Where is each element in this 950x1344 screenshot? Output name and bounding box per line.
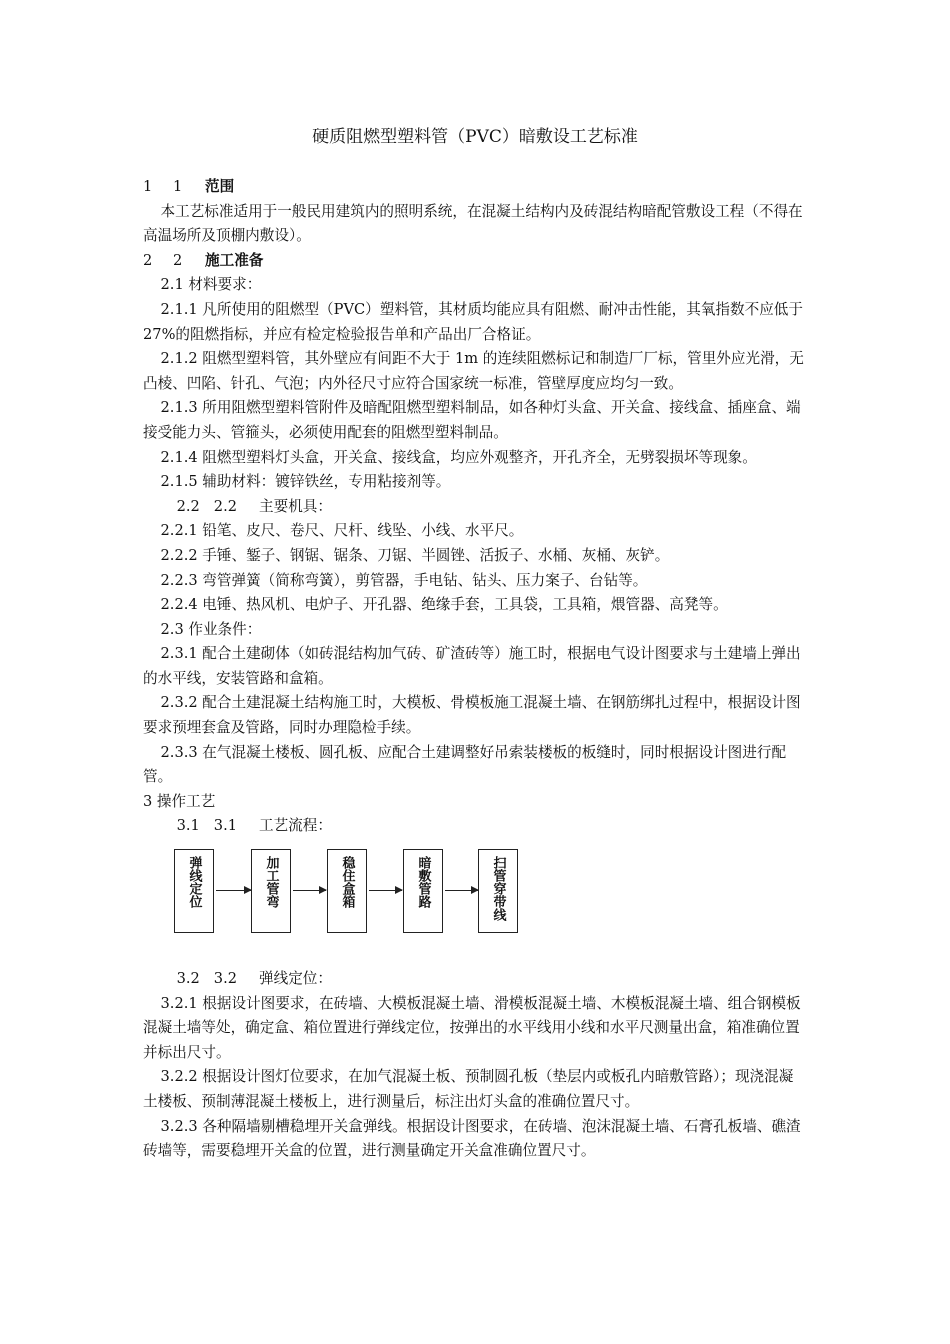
flow-arrow-3 [369,890,402,891]
para-2-2-3: 2.2.3 弯管弹簧（简称弯簧），剪管器，手电钻、钻头、压力案子、台钻等。 [160,571,648,589]
para-3-2-1: 3.2.1 根据设计图要求，在砖墙、大模板混凝土墙、滑模板混凝土墙、木模板混凝土墙、组合钢模板混凝土墙等处，确定盒、箱位置进行弹线定位，按弹出的水平线用小线和水平尺测量出盒，箱准确位置并标出尺寸。 [143,994,801,1061]
para-2-3-3: 2.3.3 在气混凝土楼板、圆孔板、应配合土建调整好吊索装楼板的板缝时，同时根据设计图进行配管。 [143,743,787,786]
flow-step-5: 扫管穿带线 [478,849,518,933]
flow-arrow-1 [216,890,251,891]
section-1-heading: 1 1 范围 [143,178,235,195]
section-1-text: 本工艺标准适用于一般民用建筑内的照明系统，在混凝土结构内及砖混结构暗配管敷设工程（不得在高温场所及顶棚内敷设）。 [143,202,803,245]
section-2-heading: 2 2 施工准备 [143,251,264,269]
document-title: 硬质阻燃型塑料管（PVC）暗敷设工艺标准 [312,127,638,147]
flow-step-3: 稳住盒箱 [327,849,367,933]
process-flow-diagram [143,839,807,967]
section-3-heading: 3 操作工艺 [143,792,216,810]
para-2-1-5: 2.1.5 辅助材料：镀锌铁丝，专用粘接剂等。 [160,473,451,491]
para-2-1-3: 2.1.3 所用阻燃型塑料管附件及暗配阻燃型塑料制品，如各种灯头盒、开关盒、接线盒、插座盒、端接受能力头、管箍头，必须使用配套的阻燃型塑料制品。 [143,399,801,441]
para-2-1-4: 2.1.4 阻燃型塑料灯头盒，开关盒、接线盒，均应外观整齐，开孔齐全，无劈裂损坏等现象。 [160,448,757,466]
flow-arrow-2 [293,890,326,891]
flow-arrow-4 [445,890,478,891]
para-3-2-3: 3.2.3 各种隔墙剔槽稳埋开关盒弹线。根据设计图要求，在砖墙、泡沫混凝土墙、石膏孔板墙、礁渣砖墙等，需要稳埋开关盒的位置，进行测量确定开关盒准确位置尺寸。 [143,1117,801,1160]
para-2-1: 2.1 材料要求： [160,276,262,294]
para-2-1-1: 2.1.1 凡所使用的阻燃型（PVC）塑料管，其材质均能应具有阻燃、耐冲击性能，其氧指数不应低于 27%的阻燃指标，并应有检定检验报告单和产品出厂合格证。 [143,300,803,343]
para-2-3-2: 2.3.2 配合土建混凝土结构施工时，大模板、骨模板施工混凝土墙、在钢筋绑扎过程中，根据设计图要求预埋套盒及管路，同时办理隐检手续。 [143,694,801,737]
para-2-2-2: 2.2.2 手锤、錾子、钢锯、锯条、刀锯、半圆锉、活扳子、水桶、灰桶、灰铲。 [160,546,670,564]
document-body [143,175,807,1164]
para-3-2-2: 3.2.2 根据设计图灯位要求，在加气混凝土板、预制圆孔板（垫层内或板孔内暗敷管路）；现浇混凝土楼板、预制薄混凝土楼板上，进行测量后，标注出灯头盒的准确位置尺寸。 [143,1068,794,1110]
flow-step-2: 加工管弯 [251,849,291,933]
para-3-2: 3.2 3.2 弹线定位： [176,970,332,988]
flow-step-4: 暗敷管路 [403,849,443,933]
para-2-2-1: 2.2.1 铅笔、皮尺、卷尺、尺杆、线坠、小线、水平尺。 [160,522,524,540]
para-2-3: 2.3 作业条件： [160,620,262,638]
para-2-2-4: 2.2.4 电锤、热风机、电炉子、开孔器、绝缘手套，工具袋，工具箱，煨管器、高凳等。 [160,596,728,614]
para-2-3-1: 2.3.1 配合土建砌体（如砖混结构加气砖、矿渣砖等）施工时，根据电气设计图要求与土建墙上弹出的水平线，安装管路和盒箱。 [143,645,801,687]
flow-step-1: 弹线定位 [174,849,214,933]
para-2-2: 2.2 2.2 主要机具： [176,497,332,515]
para-2-1-2: 2.1.2 阻燃型塑料管，其外壁应有间距不大于 1m 的连续阻燃标记和制造厂厂标，管里外应光滑，无凸棱、凹陷、针孔、气泡；内外径尺寸应符合国家统一标准，管壁厚度应均匀一致。 [143,350,804,392]
para-3-1: 3.1 3.1 工艺流程： [176,817,332,835]
